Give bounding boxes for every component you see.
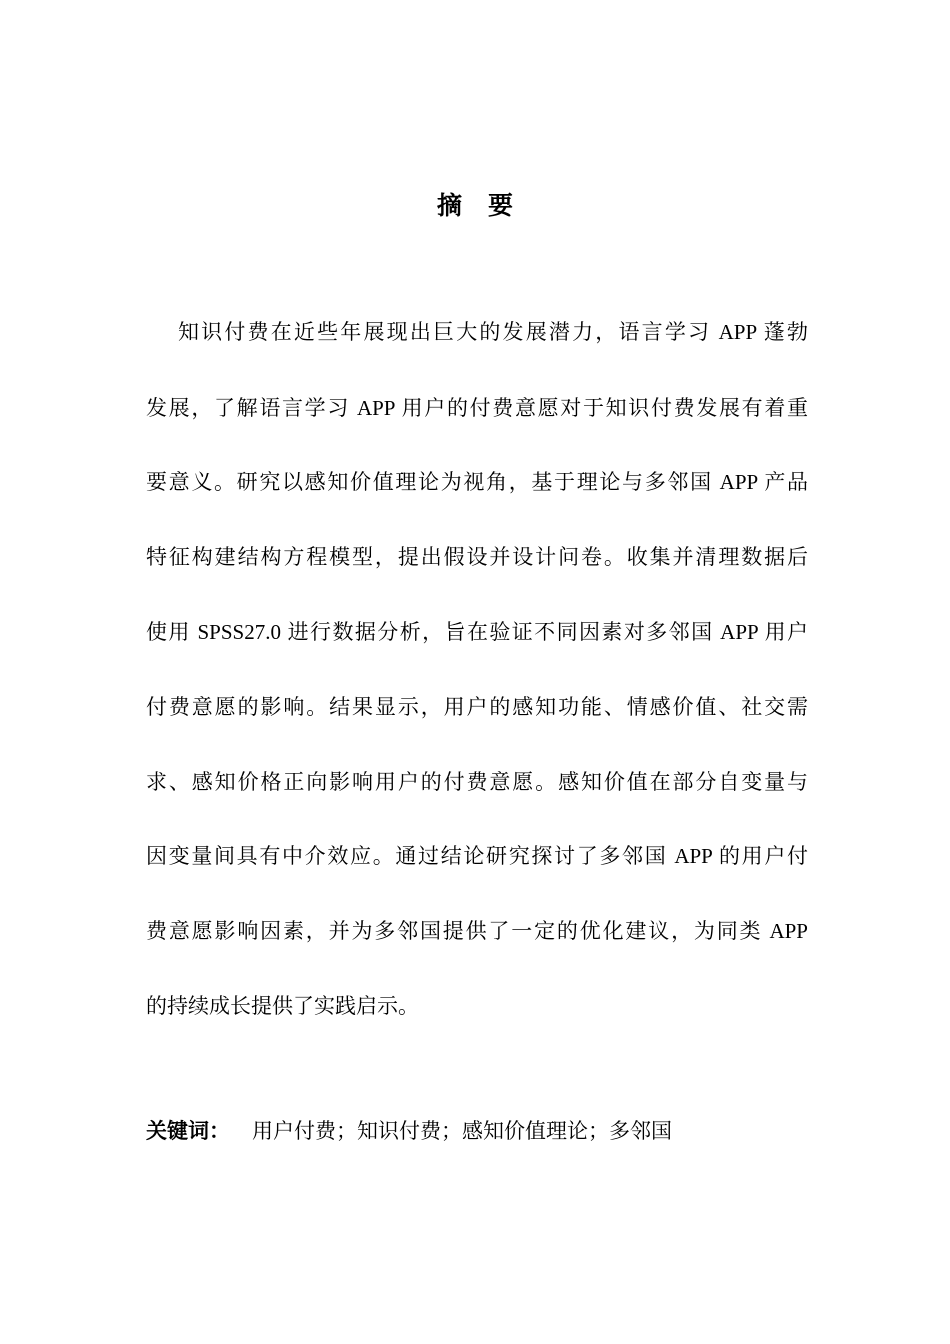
abstract-line-6: 付费意愿的影响。结果显示，用户的感知功能、情感价值、社交需: [146, 695, 808, 719]
abstract-line-10: 的持续成长提供了实践启示。: [146, 994, 419, 1018]
keywords-row: [146, 1116, 672, 1146]
keywords-label: 关键词：: [146, 1119, 230, 1143]
abstract-line-3: 要意义。研究以感知价值理论为视角，基于理论与多邻国 APP 产品: [146, 470, 808, 494]
abstract-title: 摘要: [436, 191, 539, 220]
abstract-line-9: 费意愿影响因素，并为多邻国提供了一定的优化建议，为同类 APP: [146, 919, 808, 943]
keywords-value: 用户付费；知识付费；感知价值理论；多邻国: [252, 1119, 672, 1143]
abstract-line-4: 特征构建结构方程模型，提出假设并设计问卷。收集并清理数据后: [146, 545, 808, 569]
abstract-line-7: 求、感知价格正向影响用户的付费意愿。感知价值在部分自变量与: [146, 770, 808, 794]
abstract-line-1: 知识付费在近些年展现出巨大的发展潜力，语言学习 APP 蓬勃: [178, 320, 808, 344]
abstract-line-8: 因变量间具有中介效应。通过结论研究探讨了多邻国 APP 的用户付: [146, 844, 808, 868]
abstract-line-2: 发展，了解语言学习 APP 用户的付费意愿对于知识付费发展有着重: [146, 396, 808, 420]
abstract-line-5: 使用 SPSS27.0 进行数据分析，旨在验证不同因素对多邻国 APP 用户: [146, 620, 808, 644]
